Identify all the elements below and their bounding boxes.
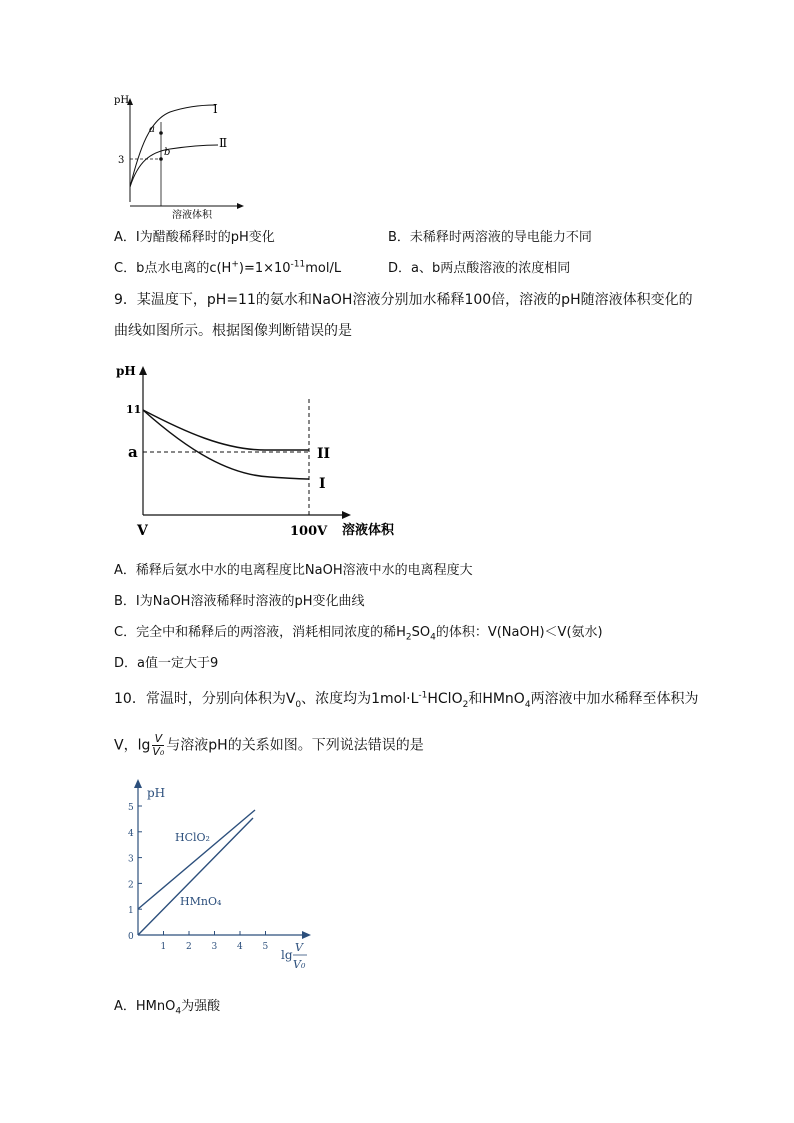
q10-option-a (114, 998, 220, 1016)
x-axis-num: V (295, 941, 303, 954)
y-axis-label: pH (147, 786, 166, 800)
x-tick-label: 2 (186, 942, 192, 952)
x-axis-arrow (342, 511, 351, 519)
q10-stem-mid: 、浓度均为1mol·L (301, 691, 419, 707)
x-tick-label: 5 (262, 942, 269, 952)
curve-2-label: Ⅱ (219, 136, 228, 150)
x-tick-label: 3 (211, 942, 218, 952)
x-tick-100v: 100V (290, 524, 328, 539)
q10-stem-sup: -1 (418, 690, 428, 701)
q9-option-c-post: 的体积：V(NaOH)＜V(氨水) (435, 625, 603, 640)
q10-stem-pre: 10．常温时，分别向体积为V (114, 691, 296, 707)
graph-ph-dilution-bases (110, 360, 410, 545)
q8-option-a: A．Ⅰ为醋酸稀释时的pH变化 (114, 230, 275, 245)
q9-option-c-pre: C．完全中和稀释后的两溶液，消耗相同浓度的稀H (114, 625, 406, 640)
q8-option-c-mid: )=1×10 (238, 261, 291, 276)
q8-option-c-pre: C．b点水电离的c(H (114, 261, 232, 276)
curve-ii-label: II (317, 446, 331, 462)
y-tick-label: 5 (128, 803, 134, 813)
graph-ph-dilution-acids (110, 92, 250, 222)
curve-1-label: Ⅰ (213, 102, 218, 116)
x-axis-den: V₀ (293, 958, 306, 971)
y-axis-label: pH (116, 364, 136, 378)
q9-option-a: A．稀释后氨水中水的电离程度比NaOH溶液中水的电离程度大 (114, 563, 473, 578)
q8-option-d: D．a、b两点酸溶液的浓度相同 (388, 261, 571, 276)
y-axis-arrow (139, 366, 147, 375)
x-tick-label: 1 (160, 942, 167, 952)
y-tick-label: 2 (128, 880, 134, 891)
q9-option-c-sub1: 2 (405, 632, 412, 643)
q10-frac-num: V (152, 733, 164, 746)
y-tick-label: 3 (128, 854, 134, 865)
q10-option-a-post: 为强酸 (181, 999, 221, 1014)
point-b-dot (159, 157, 163, 161)
x-ticks (161, 931, 269, 952)
q8-option-c-post: mol/L (305, 261, 342, 276)
y-tick-label: 1 (128, 906, 134, 917)
x-axis-label: 溶液体积 (172, 210, 212, 221)
q8-option-c-sup1: + (231, 259, 239, 270)
y-tick-label: 4 (128, 828, 134, 839)
y-tick-3: 3 (118, 155, 125, 166)
q10-stem-mid2: HClO (427, 691, 463, 707)
q9-option-d: D．a值一定大于9 (114, 656, 219, 671)
q9-option-c-mid: SO (411, 625, 431, 640)
x-axis-label: 溶液体积 (342, 523, 395, 538)
q10-stem2-pre: V，lg (114, 737, 151, 754)
q9-stem-line2: 曲线如图所示。根据图像判断错误的是 (114, 323, 352, 339)
y-axis-label: pH (114, 95, 130, 106)
q10-stem-post: 两溶液中加水稀释至体积为 (530, 691, 699, 707)
q8-option-c (114, 260, 341, 278)
q10-stem-sub0: 0 (295, 699, 302, 710)
y-axis-arrow (134, 779, 142, 788)
label-hmno4: HMnO₄ (180, 895, 222, 908)
q10-option-a-sub: 4 (175, 1006, 182, 1017)
x-axis-arrow (302, 931, 311, 939)
q8-option-b: B．未稀释时两溶液的导电能力不同 (388, 230, 592, 245)
q10-stem-mid3: 和HMnO (468, 691, 525, 707)
x-tick-v: V (137, 523, 148, 539)
q10-stem-line2 (114, 733, 424, 758)
x-axis-arrow (237, 203, 244, 209)
q10-stem-sub2: 4 (524, 699, 531, 710)
y-tick-11: 11 (126, 403, 142, 416)
q9-option-c (114, 624, 603, 642)
point-a-label: a (149, 124, 155, 135)
q10-option-a-pre: A．HMnO (114, 999, 176, 1014)
q10-frac-den: V₀ (152, 745, 165, 758)
y-tick-label: 0 (128, 932, 134, 942)
x-tick-label: 4 (237, 942, 243, 952)
point-a-dot (159, 131, 163, 135)
q10-stem-sub1: 2 (462, 699, 469, 710)
q8-option-c-sup2: -11 (290, 259, 306, 270)
graph-lg-v-ph (115, 775, 325, 985)
q9-option-c-sub2: 4 (430, 632, 436, 643)
point-b-label: b (164, 147, 171, 158)
q9-stem-line1: 9．某温度下，pH=11的氨水和NaOH溶液分别加水稀释100倍，溶液的pH随溶液体积变化的 (114, 292, 693, 308)
curve-2 (130, 145, 218, 187)
y-ticks (128, 803, 142, 942)
y-tick-a: a (128, 443, 138, 461)
curve-i-label: I (319, 476, 326, 492)
x-axis-lg: lg (281, 948, 293, 962)
q10-stem-line1 (114, 690, 699, 708)
label-hclo2: HClO₂ (175, 831, 210, 844)
q10-stem2-fraction (152, 733, 164, 758)
q10-stem2-post: 与溶液pH的关系如图。下列说法错误的是 (166, 737, 424, 754)
q9-option-b: B．Ⅰ为NaOH溶液稀释时溶液的pH变化曲线 (114, 594, 365, 609)
